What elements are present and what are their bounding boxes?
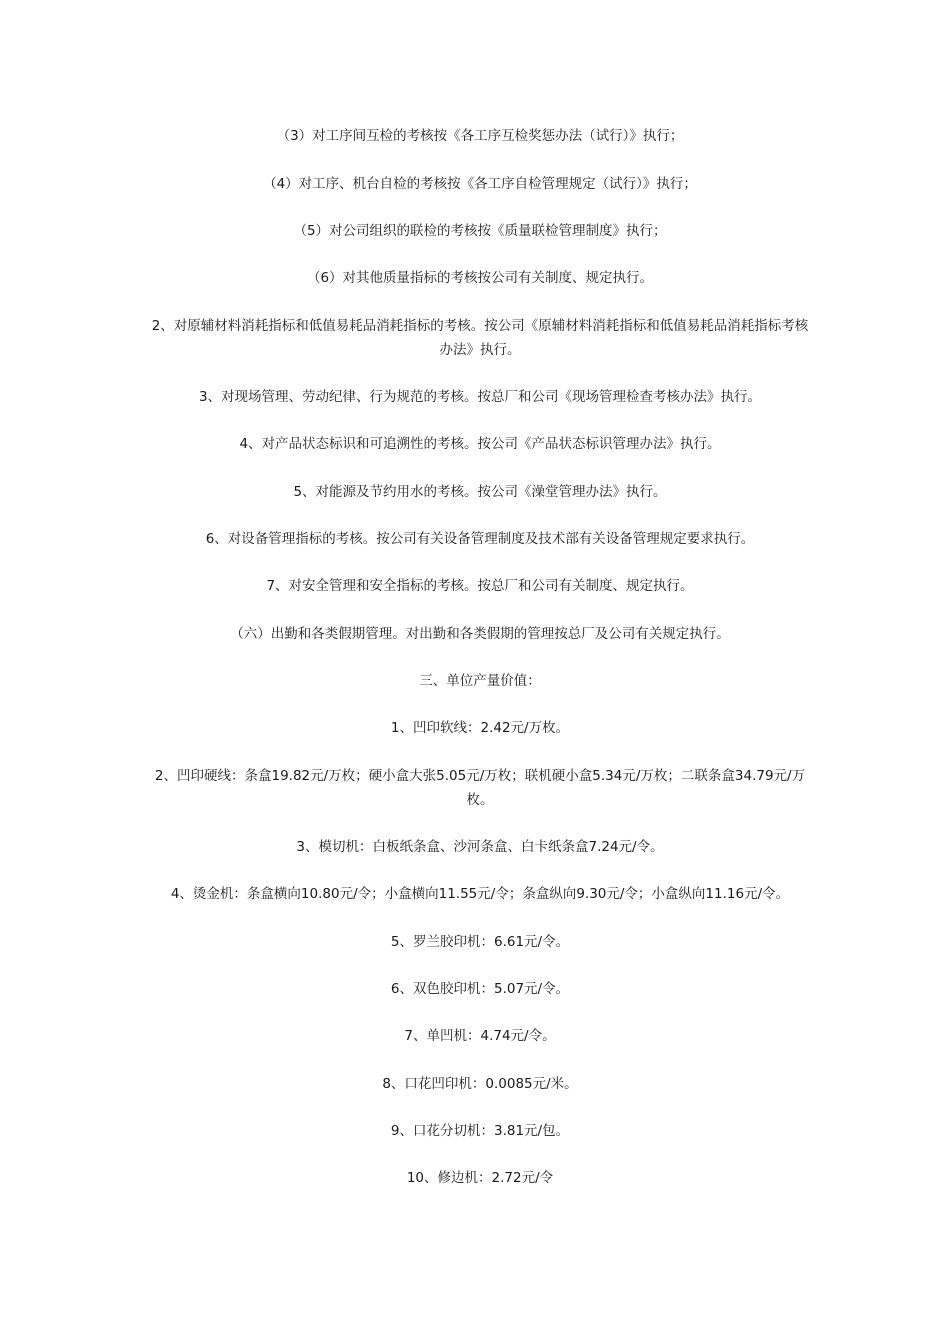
paragraph-product-identification: 4、对产品状态标识和可追溯性的考核。按公司《产品状态标识管理办法》执行。 [239, 436, 721, 452]
paragraph-site-management: 3、对现场管理、劳动纪律、行为规范的考核。按总厂和公司《现场管理检查考核办法》执行。 [198, 389, 762, 405]
price-item-5: 5、罗兰胶印机：6.61元/令。 [390, 934, 570, 950]
price-item-1: 1、凹印软线：2.42元/万枚。 [390, 720, 570, 736]
price-item-6: 6、双色胶印机：5.07元/令。 [390, 981, 570, 997]
price-item-9: 9、口花分切机：3.81元/包。 [390, 1123, 570, 1139]
paragraph-6-other-quality: （6）对其他质量指标的考核按公司有关制度、规定执行。 [306, 270, 654, 286]
section-heading-unit-output: 三、单位产量价值： [419, 673, 541, 689]
paragraph-safety: 7、对安全管理和安全指标的考核。按总厂和公司有关制度、规定执行。 [266, 578, 694, 594]
paragraph-5-joint-inspection: （5）对公司组织的联检的考核按《质量联检管理制度》执行； [293, 223, 667, 239]
price-item-7: 7、单凹机：4.74元/令。 [404, 1028, 556, 1044]
price-item-8: 8、口花凹印机：0.0085元/米。 [382, 1076, 578, 1092]
paragraph-energy-water: 5、对能源及节约用水的考核。按公司《澡堂管理办法》执行。 [293, 484, 667, 500]
price-item-4: 4、烫金机：条盒横向10.80元/令；小盒横向11.55元/令；条盒纵向9.30元/令；小盒纵向11.16元/令。 [170, 886, 790, 902]
price-item-10: 10、修边机：2.72元/令 [406, 1170, 554, 1186]
price-item-3: 3、模切机：白板纸条盒、沙河条盒、白卡纸条盒7.24元/令。 [296, 839, 664, 855]
price-item-2: 2、凹印硬线：条盒19.82元/万枚；硬小盒大张5.05元/万枚；联机硬小盒5.34元/万枚；二联条盒34.79元/万枚。 [154, 768, 806, 808]
paragraph-4-self-inspection: （4）对工序、机台自检的考核按《各工序自检管理规定（试行）》执行； [263, 176, 697, 192]
paragraph-equipment: 6、对设备管理指标的考核。按公司有关设备管理制度及技术部有关设备管理规定要求执行。 [205, 531, 755, 547]
paragraph-material-consumption: 2、对原辅材料消耗指标和低值易耗品消耗指标的考核。按公司《原辅材料消耗指标和低值易耗品消耗指标考核办法》执行。 [151, 318, 809, 358]
paragraph-attendance: （六）出勤和各类假期管理。对出勤和各类假期的管理按总厂及公司有关规定执行。 [230, 626, 730, 642]
paragraph-3-mutual-inspection: （3）对工序间互检的考核按《各工序互检奖惩办法（试行）》执行； [276, 128, 684, 144]
